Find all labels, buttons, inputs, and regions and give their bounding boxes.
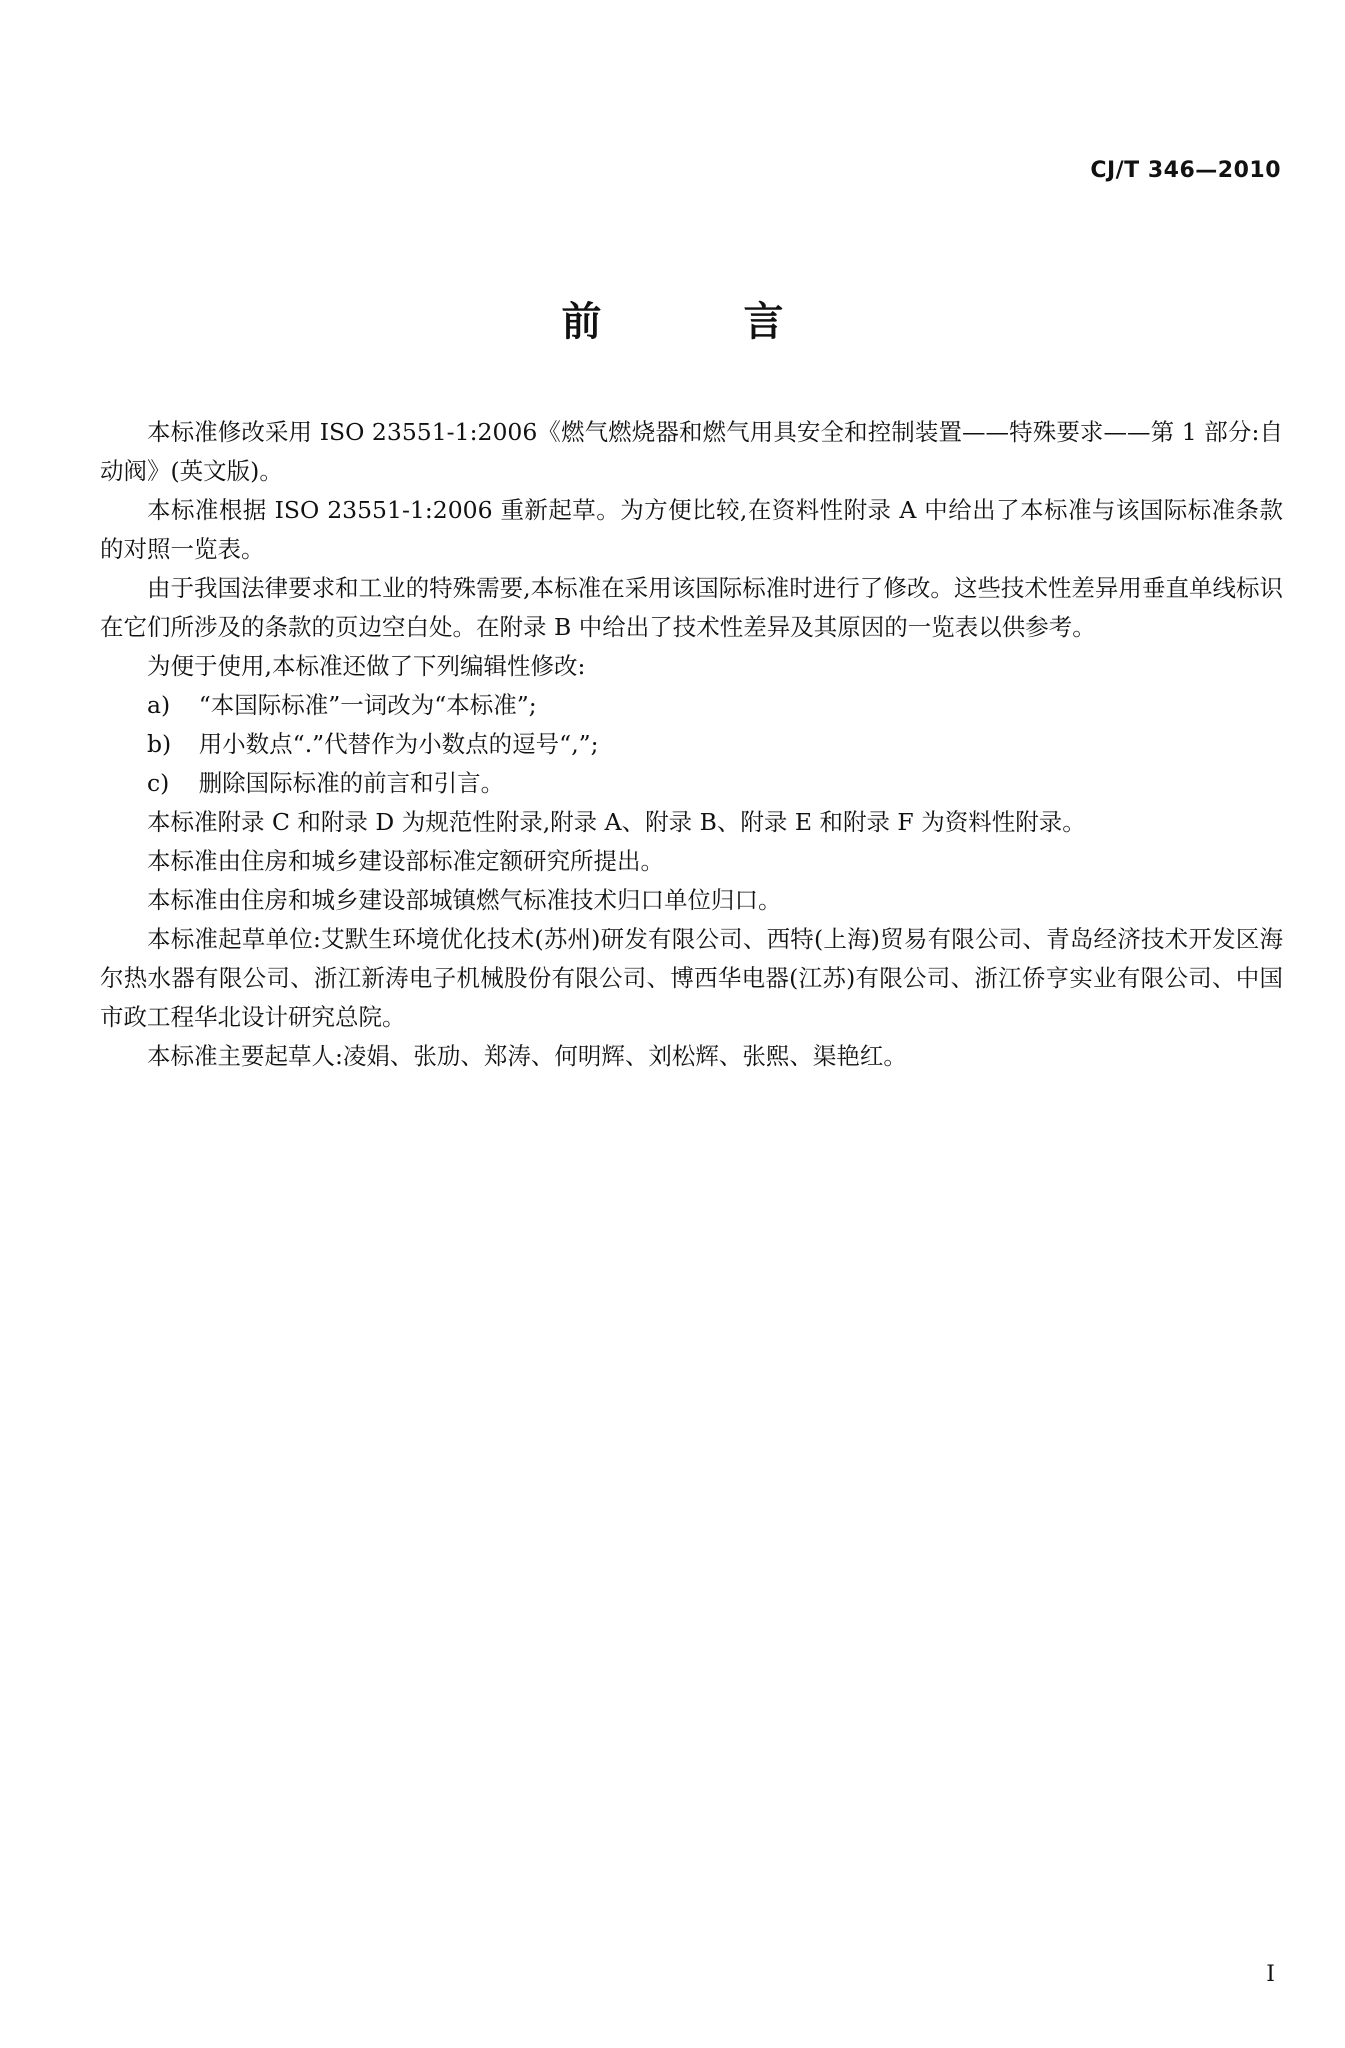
list-marker: a)	[147, 691, 171, 719]
page-number: I	[1266, 1962, 1275, 1987]
paragraph-editorial-changes: 为便于使用,本标准还做了下列编辑性修改:	[147, 652, 586, 680]
list-text: 用小数点“.”代替作为小数点的逗号“,”;	[198, 730, 599, 758]
list-marker: b)	[147, 730, 172, 758]
list-item	[100, 686, 1283, 725]
paragraph-redrafting: 本标准根据 ISO 23551-1:2006 重新起草。为方便比较,在资料性附录 A 中给出了本标准与该国际标准条款的对照一览表。	[100, 496, 1283, 563]
paragraph-centralized-by: 本标准由住房和城乡建设部城镇燃气标准技术归口单位归口。	[147, 886, 782, 914]
paragraph-proposed-by: 本标准由住房和城乡建设部标准定额研究所提出。	[147, 847, 664, 875]
paragraph-drafting-units: 本标准起草单位:艾默生环境优化技术(苏州)研发有限公司、西特(上海)贸易有限公司、青岛经济技术开发区海尔热水器有限公司、浙江新涛电子机械股份有限公司、博西华电器(江苏)有限公司、浙江侨亨实业有限公司、中国市政工程华北设计研究总院。	[100, 925, 1283, 1031]
paragraph-drafters: 本标准主要起草人:凌娟、张劢、郑涛、何明辉、刘松辉、张熙、渠艳红。	[147, 1042, 907, 1070]
standard-number: CJ/T 346—2010	[1090, 158, 1281, 183]
paragraph-annexes: 本标准附录 C 和附录 D 为规范性附录,附录 A、附录 B、附录 E 和附录 F 为资料性附录。	[147, 808, 1086, 836]
list-marker: c)	[147, 769, 170, 797]
paragraph-adoption: 本标准修改采用 ISO 23551-1:2006《燃气燃烧器和燃气用具安全和控制装置——特殊要求——第 1 部分:自动阀》(英文版)。	[100, 418, 1283, 485]
paragraph-technical-differences: 由于我国法律要求和工业的特殊需要,本标准在采用该国际标准时进行了修改。这些技术性差异用垂直单线标识在它们所涉及的条款的页边空白处。在附录 B 中给出了技术性差异及其原因的一览表以供参考。	[100, 574, 1283, 641]
list-text: 删除国际标准的前言和引言。	[198, 769, 505, 797]
list-item	[100, 764, 1283, 803]
page-title: 前 言	[561, 299, 848, 345]
list-text: “本国际标准”一词改为“本标准”;	[198, 691, 537, 719]
foreword-body	[100, 413, 1283, 1076]
list-item	[100, 725, 1283, 764]
